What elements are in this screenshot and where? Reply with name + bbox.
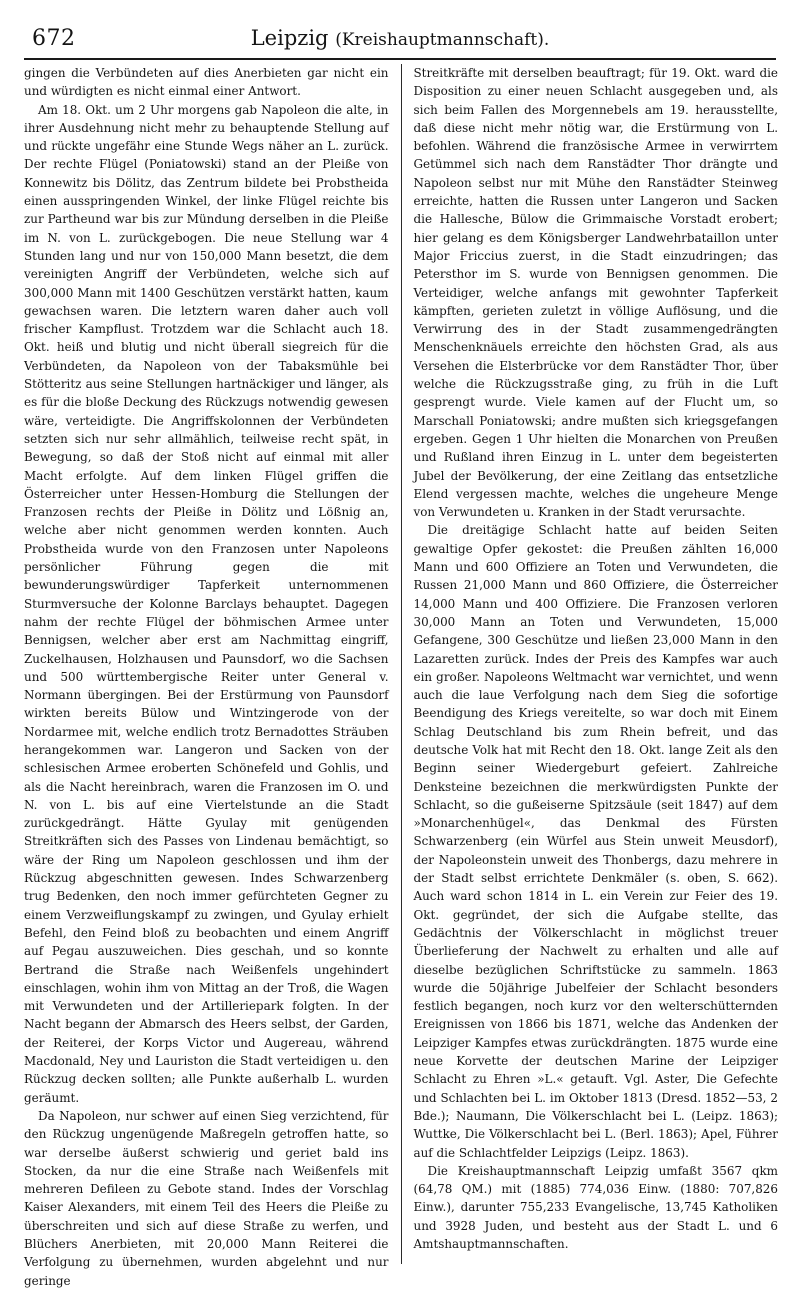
page-header	[24, 20, 776, 60]
running-head-title: Leipzig	[250, 26, 329, 50]
left-paragraph-3: Da Napoleon, nur schwer auf einen Sieg verzichtend, für den Rückzug ungenügende Maßregeln getroffen hatte, so war derselbe äußerst schwierig und geriet bald ins Stocken, da nur die eine Straße nach Weißenfels mit mehreren Defileen zu Gebote stand. Indes der Vorschlag Kaiser Alexanders, mit einem Teil des Heers die Pleiße zu überschreiten und sich auf diese Straße zu werfen, und Blüchers Anerbieten, mit 20,000 Mann Reiterei die Verfolgung zu übernehmen, wurden abgelehnt und nur geringe	[24, 1108, 389, 1288]
left-column	[24, 64, 389, 1288]
running-head-subtitle: (Kreishauptmannschaft).	[335, 30, 550, 50]
page-number: 672	[32, 26, 76, 51]
running-head	[24, 26, 776, 50]
right-paragraph-1: Streitkräfte mit derselben beauftragt; für 19. Okt. ward die Disposition zu einer neuen Schlacht ausgegeben und, als sich beim Fallen des Morgennebels am 19. herausstellte, daß diese nicht mehr nötig war, die Erstürmung von L. befohlen. Während die französische Armee in verwirrtem Getümmel sich nach dem Ranstädter Thor drängte und Napoleon selbst nur mit Mühe den Ranstädter Steinweg erreichte, hatten die Russen unter Langeron und Sacken die Hallesche, Bülow die Grimmaische Vorstadt erobert; hier gelang es dem Königsberger Landwehrbataillon unter Major Friccius zuerst, in die Stadt einzudringen; das Petersthor im S. wurde von Bennigsen genommen. Die Verteidiger, welche anfangs mit gewohnter Tapferkeit kämpften, gerieten zuletzt in völlige Auflösung, und die Verwirrung des in der Stadt zusammengedrängten Menschenknäuels erreichte den höchsten Grad, als aus Versehen die Elsterbrücke vor dem Ranstädter Thor, über welche die Rückzugsstraße ging, zu früh in die Luft gesprengt wurde. Viele kamen auf der Flucht um, so Marschall Poniatowski; andre mußten sich kriegsgefangen ergeben. Gegen 1 Uhr hielten die Monarchen von Preußen und Rußland ihren Einzug in L. unter dem begeisterten Jubel der Bevölkerung, der eine Zeitlang das entsetzliche Elend vergessen machte, welches die ungeheure Menge von Verwundeten u. Kranken in der Stadt verursachte.	[413, 66, 778, 520]
right-paragraph-3: Die Kreishauptmannschaft Leipzig umfaßt 3567 qkm (64,78 QM.) mit (1885) 774,036 Einw. (1880: 707,826 Einw.), darunter 755,233 Evangelische, 13,745 Katholiken und 3928 Juden, und besteht aus der Stadt L. und 6 Amtshauptmannschaften.	[413, 1163, 778, 1251]
column-divider	[401, 64, 402, 1264]
right-column	[414, 64, 779, 1264]
text-columns	[24, 64, 778, 1288]
right-paragraph-2: Die dreitägige Schlacht hatte auf beiden Seiten gewaltige Opfer gekostet: die Preußen zählten 16,000 Mann und 600 Offiziere an Toten und Verwundeten, die Russen 21,000 Mann und 860 Offiziere, die Österreicher 14,000 Mann und 400 Offiziere. Die Franzosen verloren 30,000 Mann an Toten und Verwundeten, 15,000 Gefangene, 300 Geschütze und ließen 23,000 Mann in den Lazaretten zurück. Indes der Preis des Kampfes war auch ein großer. Napoleons Weltmacht war vernichtet, und wenn auch die laue Verfolgung nach dem Sieg die sofortige Beendigung des Kriegs vereitelte, so war doch mit Einem Schlag Deutschland bis zum Rhein befreit, und das deutsche Volk hat mit Recht den 18. Okt. lange Zeit als den Beginn seiner Wiedergeburt gefeiert. Zahlreiche Denksteine bezeichnen die merkwürdigsten Punkte der Schlacht, so die gußeiserne Spitzsäule (seit 1847) auf dem »Monarchenhügel«, das Denkmal des Fürsten Schwarzenberg (ein Würfel aus Stein unweit Meusdorf), der Napoleonstein unweit des Thonbergs, dazu mehrere in der Stadt selbst errichtete Denkmäler (s. oben, S. 662). Auch ward schon 1814 in L. ein Verein zur Feier des 19. Okt. gegründet, der sich die Aufgabe stellte, das Gedächtnis der Völkerschlacht in möglichst treuer Überlieferung der Nachwelt zu erhalten und alle auf dieselbe bezüglichen Schriftstücke zu sammeln. 1863 wurde die 50jährige Jubelfeier der Schlacht besonders festlich begangen, noch kurz vor den welterschütternden Ereignissen von 1866 bis 1871, welche das Andenken der Leipziger Kampfes etwas zurückdrängten. 1875 wurde eine neue Korvette der deutschen Marine der Leipziger Schlacht zu Ehren »L.« getauft. Vgl. Aster, Die Gefechte und Schlachten bei L. im Oktober 1813 (Dresd. 1852—53, 2 Bde.); Naumann, Die Völkerschlacht bei L. (Leipz. 1863); Wuttke, Die Völkerschlacht bei L. (Berl. 1863); Apel, Führer auf die Schlachtfelder Leipzigs (Leipz. 1863).	[413, 523, 778, 1160]
left-paragraph-1: gingen die Verbündeten auf dies Anerbieten gar nicht ein und würdigten es nicht einmal einer Antwort.	[24, 66, 389, 99]
left-paragraph-2: Am 18. Okt. um 2 Uhr morgens gab Napoleon die alte, in ihrer Ausdehnung nicht mehr zu behauptende Stellung auf und rückte ungefähr eine Stunde Wegs näher an L. zurück. Der rechte Flügel (Poniatowski) stand an der Pleiße von Konnewitz bis Dölitz, das Zentrum bildete bei Probstheida einen ausspringenden Winkel, der linke Flügel reichte bis zur Partheund war bis zur Mündung derselben in die Pleiße im N. von L. zurückgebogen. Die neue Stellung war 4 Stunden lang und nur von 150,000 Mann besetzt, die dem vereinigten Angriff der Verbündeten, welche sich auf 300,000 Mann mit 1400 Geschützen verstärkt hatten, kaum gewachsen waren. Die letztern waren daher auch voll frischer Kampflust. Trotzdem war die Schlacht auch 18. Okt. heiß und blutig und nicht überall siegreich für die Verbündeten, da Napoleon von der Tabaksmühle bei Stötteritz aus seine Stellungen hartnäckiger und länger, als es für die bloße Deckung des Rückzugs notwendig gewesen wäre, verteidigte. Die Angriffskolonnen der Verbündeten setzten sich nur sehr allmählich, teilweise recht spät, in Bewegung, so daß der Stoß nicht auf einmal mit aller Macht erfolgte. Auf dem linken Flügel griffen die Österreicher unter Hessen-Homburg die Stellungen der Franzosen rechts der Pleiße in Dölitz und Lößnig an, welche aber nicht genommen werden konnten. Auch Probstheida wurde von den Franzosen unter Napoleons persönlicher Führung gegen die mit bewunderungswürdiger Tapferkeit unternommenen Sturmversuche der Kolonne Barclays behauptet. Dagegen nahm der rechte Flügel der böhmischen Armee unter Bennigsen, welcher aber erst am Nachmittag eingriff, Zuckelhausen, Holzhausen und Paunsdorf, wo die Sachsen und 500 württembergische Reiter unter General v. Normann übergingen. Bei der Erstürmung von Paunsdorf wirkten bereits Bülow und Wintzingerode von der Nordarmee mit, welche endlich trotz Bernadottes Sträuben herangekommen war. Langeron und Sacken von der schlesischen Armee eroberten Schönefeld und Gohlis, und als die Nacht hereinbrach, waren die Franzosen im O. und N. von L. bis auf eine Viertelstunde an die Stadt zurückgedrängt. Hätte Gyulay mit genügenden Streitkräften sich des Passes von Lindenau bemächtigt, so wäre der Ring um Napoleon geschlossen und ihm der Rückzug abgeschnitten gewesen. Indes Schwarzenberg trug Bedenken, den noch immer gefürchteten Gegner zu einem Verzweiflungskampf zu zwingen, und Gyulay erhielt Befehl, den Feind bloß zu beobachten und einem Angriff auf Pegau auszuweichen. Dies geschah, und so konnte Bertrand die Straße nach Weißenfels ungehindert einschlagen, wohin ihm von Mittag an der Troß, die Wagen mit Verwundeten und der Artilleriepark folgten. In der Nacht begann der Abmarsch des Heers selbst, der Garden, der Reiterei, der Korps Victor und Augereau, während Macdonald, Ney und Lauriston die Stadt verteidigen u. den Rückzug decken sollten; alle Punkte außerhalb L. wurden geräumt.	[24, 102, 389, 1105]
